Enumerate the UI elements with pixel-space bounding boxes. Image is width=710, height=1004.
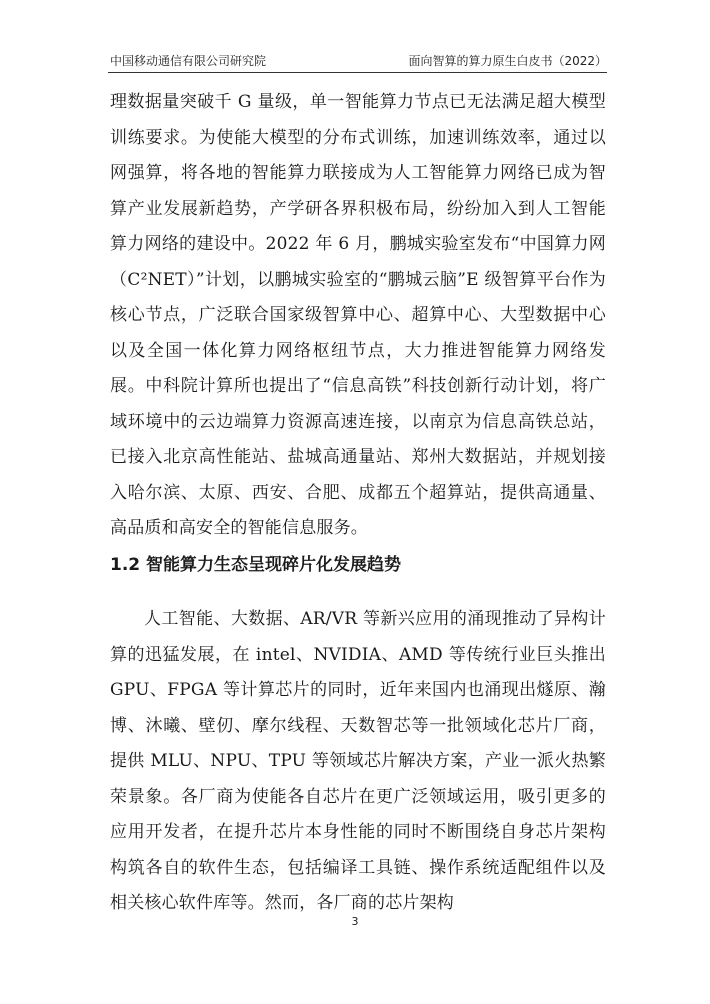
body-paragraph: 人工智能、大数据、AR/VR 等新兴应用的涌现推动了异构计算的迅猛发展，在 intel、NVIDIA、AMD 等传统行业巨头推出 GPU、FPGA 等计算芯片的同时，近年来国内也涌现出燧原、瀚博、沐曦、壁仞、摩尔线程、天数智芯等一批领域化芯片厂商，提供 MLU、NPU、TPU 等领域芯片解决方案，产业一派火热繁荣景象。各厂商为使能各自芯片在更广泛领域运用，吸引更多的应用开发者，在提升芯片本身性能的同时不断围绕自身芯片架构构筑各自的软件生态，包括编译工具链、操作系统适配组件以及相关核心软件库等。然而，各厂商的芯片架构	[110, 609, 606, 913]
body-paragraph: 理数据量突破千 G 量级，单一智能算力节点已无法满足超大模型训练要求。为使能大模型的分布式训练，加速训练效率，通过以网强算，将各地的智能算力联接成为人工智能算力网络已成为智算产业发展新趋势，产学研各界积极布局，纷纷加入到人工智能算力网络的建设中。2022 年 6 月，鹏城实验室发布“中国算力网（C²NET）”计划，以鹏城实验室的“鹏城云脑”E 级智算平台作为核心节点，广泛联合国家级智算中心、超算中心、大型数据中心以及全国一体化算力网络枢纽节点，大力推进智能算力网络发展。中科院计算所也提出了“信息高铁”科技创新行动计划，将广域环境中的云边端算力资源高速连接，以南京为信息高铁总站，已接入北京高性能站、盐城高通量站、郑州大数据站，并规划接入哈尔滨、太原、西安、合肥、成都五个超算站，提供高通量、高品质和高安全的智能信息服务。	[110, 92, 606, 538]
header-divider	[108, 72, 607, 73]
section-heading: 1.2 智能算力生态呈现碎片化发展趋势	[110, 555, 402, 575]
header-document-title: 面向智算的算力原生白皮书（2022）	[408, 54, 607, 68]
header-organization: 中国移动通信有限公司研究院	[110, 54, 267, 68]
page-header	[110, 50, 607, 72]
page-number: 3	[351, 915, 359, 928]
